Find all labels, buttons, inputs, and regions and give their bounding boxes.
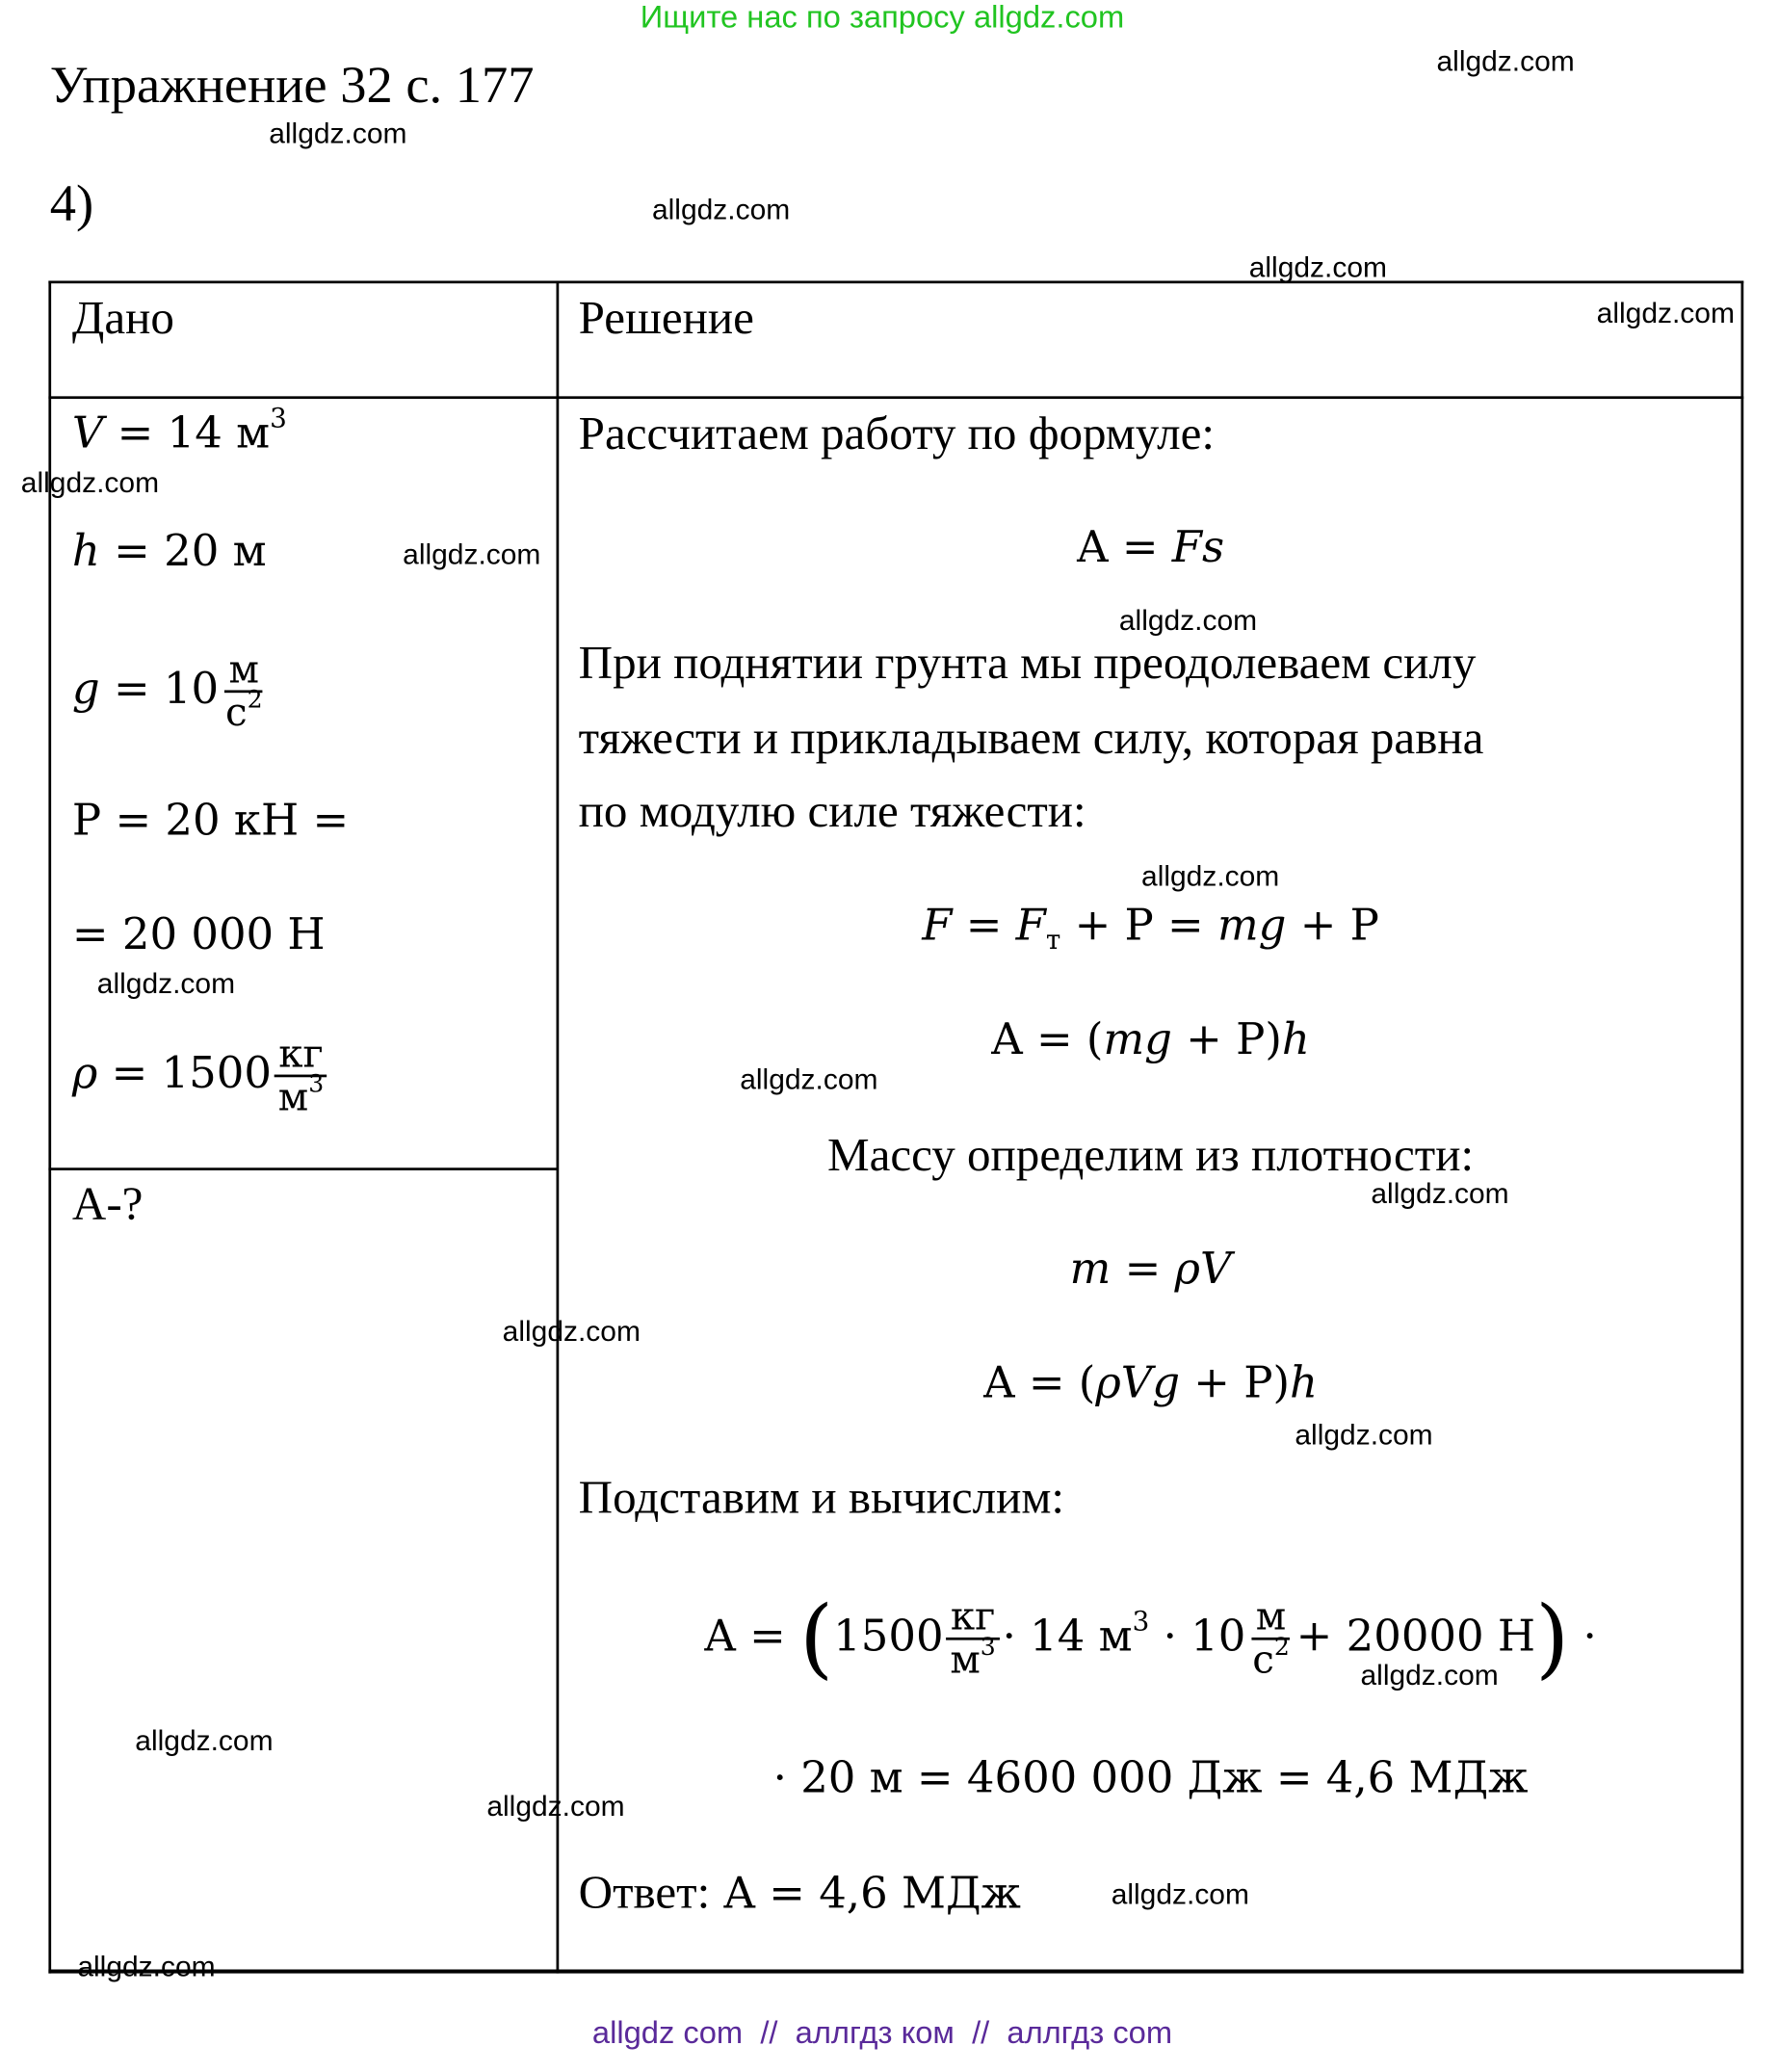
formula-substitution: A = (1500 $\frac{кг}{м^3}$ · 14 $м^3 \cdot 10$ $\frac{м}{с^2}$ + 20000 Н) ·	[704, 1587, 1597, 1690]
watermark: allgdz.com	[96, 966, 236, 1000]
given-header: Дано	[71, 291, 174, 344]
mass-text: Массу определим из плотности:	[827, 1128, 1475, 1181]
watermark: allgdz.com	[1596, 296, 1735, 329]
given-load-weight: P = 20 кН =	[71, 794, 350, 846]
solution-intro: Рассчитаем работу по формуле:	[578, 407, 1216, 459]
formula-force: $F = F_т + P$ = mg + P	[922, 899, 1379, 956]
search-hint: Ищите нас по запросу allgdz.com	[640, 0, 1125, 36]
part-number: 4)	[49, 172, 94, 233]
watermark: allgdz.com	[486, 1789, 625, 1823]
exercise-title: Упражнение 32 с. 177	[49, 55, 535, 115]
solution-header: Решение	[578, 291, 754, 344]
formula-work-expanded: A = (mg + P)h	[991, 1012, 1310, 1064]
watermark: allgdz.com	[1111, 1877, 1249, 1911]
given-volume: V = 14 $м^3$	[71, 402, 287, 459]
find-label: A-?	[71, 1176, 144, 1230]
watermark: allgdz.com	[1295, 1418, 1433, 1452]
watermark: allgdz.com	[135, 1723, 274, 1757]
solution-paragraph-line: При поднятии грунта мы преодолеваем силу	[578, 636, 1477, 690]
watermark: allgdz.com	[502, 1314, 641, 1348]
fraction: $\frac{кг}{м^3}$	[275, 1034, 328, 1118]
watermark: allgdz.com	[1248, 250, 1387, 284]
watermark: allgdz.com	[20, 465, 160, 499]
watermark: allgdz.com	[651, 193, 791, 226]
given-height: h = 20 м	[71, 524, 267, 576]
table-border-bottom	[48, 1970, 1743, 1974]
watermark: allgdz.com	[1371, 1176, 1509, 1210]
watermark: allgdz.com	[1141, 859, 1280, 893]
watermark: allgdz.com	[77, 1950, 216, 1983]
watermark: allgdz.com	[740, 1062, 878, 1096]
given-load-weight-si: = 20 000 Н	[71, 907, 326, 959]
solution-paragraph-line: по модулю силе тяжести:	[578, 784, 1086, 838]
given-gravity: g = 10 $\frac{м}{с^2}$	[72, 630, 269, 748]
answer: Ответ: A = 4,6 МДж	[578, 1865, 1021, 1919]
header-row-divider	[48, 396, 1743, 399]
formula-result: · 20 м = 4600 000 Дж = 4,6 МДж	[772, 1751, 1529, 1803]
formula-work-density: A = (ρVg + P)h	[983, 1356, 1319, 1408]
watermark: allgdz.com	[269, 117, 407, 150]
fraction: $\frac{кг}{м^3}$	[946, 1596, 1000, 1681]
given-density: ρ = 1500 $\frac{кг}{м^3}$	[72, 1014, 330, 1133]
formula-work: A = Fs	[1077, 520, 1225, 572]
table-border-top	[48, 280, 1743, 283]
watermark: allgdz.com	[1118, 603, 1258, 637]
solution-paragraph-line: тяжести и прикладываем силу, которая равна	[578, 711, 1484, 764]
fraction: $\frac{м}{с^2}$	[1252, 1593, 1290, 1684]
watermark: allgdz.com	[1436, 44, 1575, 78]
table-border-left	[48, 280, 51, 1973]
watermark: allgdz.com	[1360, 1658, 1499, 1692]
formula-mass: m = ρV	[1069, 1242, 1232, 1295]
substitute-text: Подставим и вычислим:	[578, 1470, 1065, 1524]
footer-links: allgdz com // аллгдз ком // аллгдз com	[591, 2015, 1173, 2051]
fraction: $\frac{м}{с^2}$	[224, 646, 263, 737]
watermark: allgdz.com	[403, 538, 541, 571]
